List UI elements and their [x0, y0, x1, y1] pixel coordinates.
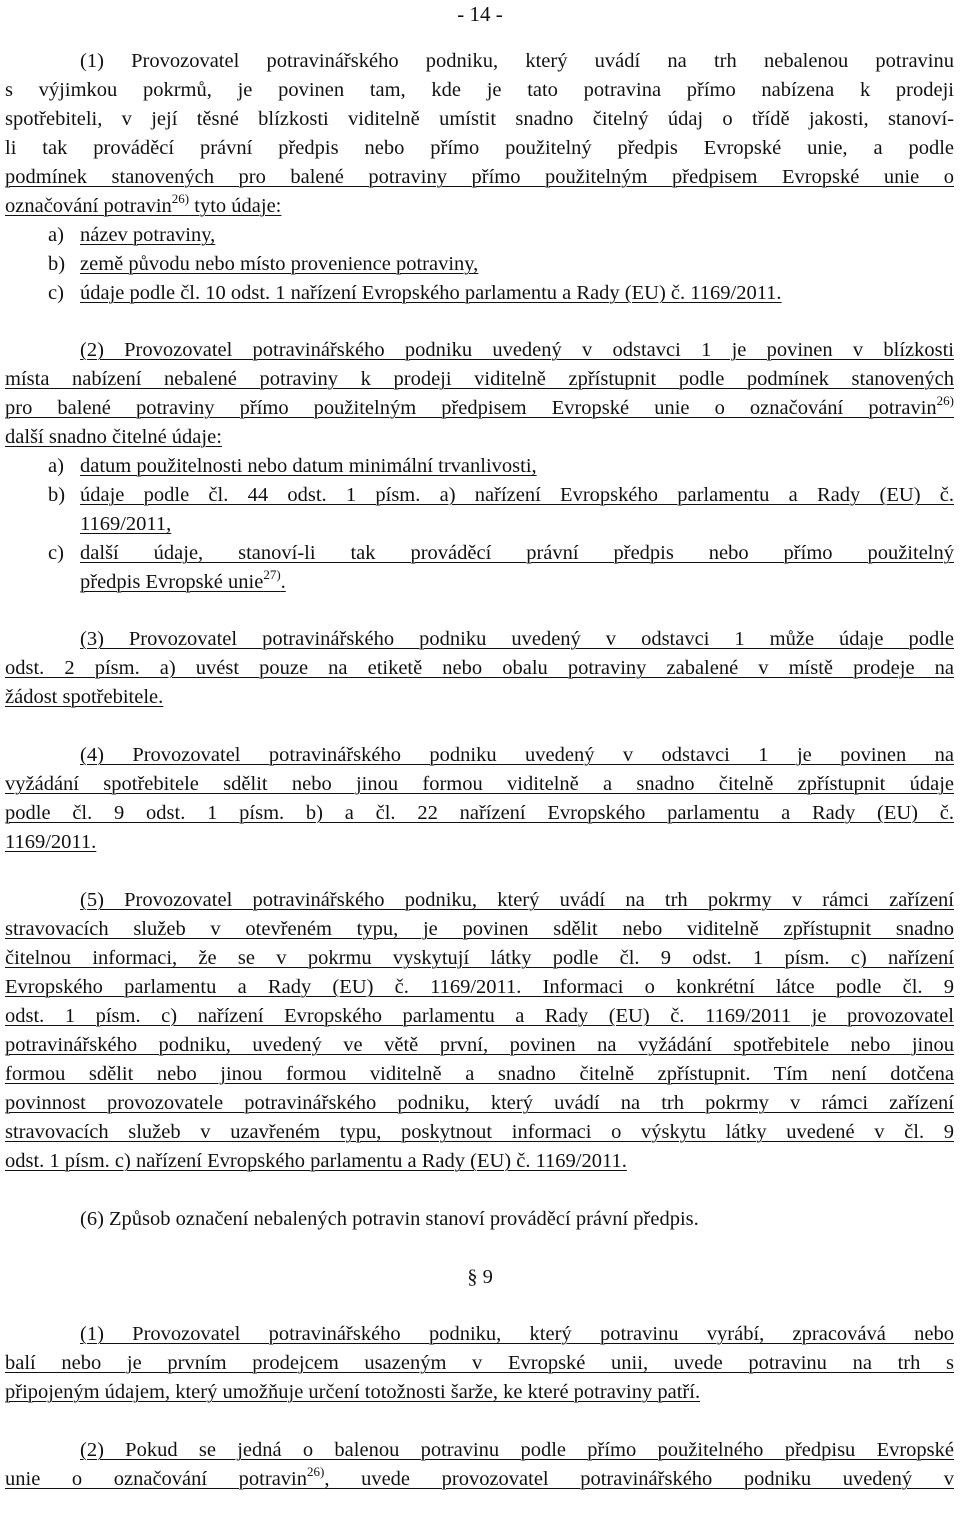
paragraph-6: (6) Způsob označení nebalených potravin stanoví prováděcí právní předpis. — [80, 1208, 699, 1230]
text-line: balí nebo je prvním prodejcem usazeným v Evropské unii, uvede potravinu na trh s — [5, 1352, 954, 1374]
text-line: (3) Provozovatel potravinářského podniku uvedený v odstavci 1 může údaje podle — [80, 628, 954, 650]
text-line: stravovacích služeb v uzavřeném typu, poskytnout informaci o výskytu látky uvedené v čl. 9 — [5, 1121, 954, 1143]
text-line: připojeným údajem, který umožňuje určení totožnosti šarže, ke které potraviny patří. — [5, 1381, 701, 1403]
list-label: b) — [48, 484, 66, 506]
footnote-ref: 26) — [307, 1464, 325, 1479]
footnote-ref: 26) — [936, 393, 954, 408]
list-label: c) — [48, 542, 64, 564]
section-heading: § 9 — [467, 1266, 493, 1288]
text-line: (1) Provozovatel potravinářského podniku, který potravinu vyrábí, zpracovává nebo — [80, 1323, 954, 1345]
text-line: (2) Provozovatel potravinářského podniku uvedený v odstavci 1 je povinen v blízkosti — [80, 339, 954, 361]
text-line: odst. 2 písm. a) uvést pouze na etiketě nebo obalu potraviny zabalené v místě prodeje na — [5, 657, 954, 679]
text-fragment: označování potravin — [5, 195, 172, 217]
list-label: a) — [48, 455, 64, 477]
list-item-text: datum použitelnosti nebo datum minimální trvanlivosti, — [80, 455, 537, 477]
list-label: b) — [48, 253, 66, 275]
text-line: další snadno čitelné údaje: — [5, 426, 222, 448]
text-line — [5, 1466, 954, 1493]
text-fragment: předpis Evropské unie — [80, 571, 264, 593]
text-line: podle čl. 9 odst. 1 písm. b) a čl. 22 nařízení Evropského parlamentu a Rady (EU) č. — [5, 802, 954, 824]
list-item-text: země původu nebo místo provenience potraviny, — [80, 253, 479, 275]
list-item-text: údaje podle čl. 44 odst. 1 písm. a) nařízení Evropského parlamentu a Rady (EU) č. — [80, 484, 954, 506]
list-item-text: údaje podle čl. 10 odst. 1 nařízení Evropského parlamentu a Rady (EU) č. 1169/2011. — [80, 282, 782, 304]
text-line — [5, 395, 954, 422]
text-line: stravovacích služeb v otevřeném typu, je povinen sdělit nebo viditelně zpřístupnit snadno — [5, 918, 954, 940]
text-fragment: unie o označování potravin — [5, 1468, 307, 1490]
list-item-text — [80, 569, 286, 596]
text-line: povinnost provozovatele potravinářského podniku, který uvádí na trh pokrmy v rámci zařízení — [5, 1092, 954, 1114]
text-line: žádost spotřebitele. — [5, 686, 164, 708]
text-fragment: pro balené potraviny přímo použitelným předpisem Evropské unie o označování potravin — [5, 397, 937, 419]
text-line: vyžádání spotřebitele sdělit nebo jinou formou viditelně a snadno čitelně zpřístupnit údaje — [5, 773, 954, 795]
list-label: a) — [48, 224, 64, 246]
text-fragment: . — [280, 571, 286, 593]
footnote-ref: 26) — [171, 191, 190, 206]
text-line: (2) Pokud se jedná o balenou potravinu podle přímo použitelného předpisu Evropské — [80, 1439, 954, 1461]
text-line: (1) Provozovatel potravinářského podniku, který uvádí na trh nebalenou potravinu — [80, 50, 954, 72]
text-line: Evropského parlamentu a Rady (EU) č. 1169/2011. Informaci o konkrétní látce podle čl. 9 — [5, 976, 954, 998]
list-item-text: název potraviny, — [80, 224, 216, 246]
text-line: (4) Provozovatel potravinářského podniku uvedený v odstavci 1 je povinen na — [80, 744, 954, 766]
list-item-text: další údaje, stanoví-li tak prováděcí právní předpis nebo přímo použitelný — [80, 542, 954, 564]
text-line: 1169/2011. — [5, 831, 97, 853]
page-number: - 14 - — [457, 2, 503, 26]
text-line: s výjimkou pokrmů, je povinen tam, kde je tato potravina přímo nabízena k prodeji — [5, 79, 954, 101]
list-label: c) — [48, 282, 64, 304]
text-line: čitelnou informaci, že se v pokrmu vyskytují látky podle čl. 9 odst. 1 písm. c) nařízení — [5, 947, 954, 969]
text-line: (5) Provozovatel potravinářského podniku, který uvádí na trh pokrmy v rámci zařízení — [80, 889, 954, 911]
text-fragment: tyto údaje: — [189, 195, 282, 217]
text-line: formou sdělit nebo jinou formou viditelně a snadno čitelně zpřístupnit. Tím není dotčena — [5, 1063, 954, 1085]
text-fragment: , uvede provozovatel potravinářského podniku uvedený v — [324, 1468, 954, 1490]
text-line: podmínek stanovených pro balené potraviny přímo použitelným předpisem Evropské unie o — [5, 166, 954, 188]
text-line: potravinářského podniku, uvedený ve větě první, povinen na vyžádání spotřebitele nebo jinou — [5, 1034, 954, 1056]
text-line — [5, 193, 281, 220]
text-line: místa nabízení nebalené potraviny k prodeji viditelně zpřístupnit podle podmínek stanovených — [5, 368, 954, 390]
text-line: li tak prováděcí právní předpis nebo přímo použitelný předpis Evropské unie, a podle — [5, 137, 954, 159]
list-item-text: 1169/2011, — [80, 513, 172, 535]
text-line: odst. 1 písm. c) nařízení Evropského parlamentu a Rady (EU) č. 1169/2011 je provozovatel — [5, 1005, 954, 1027]
text-line: spotřebiteli, v její těsné blízkosti viditelně umístit snadno čitelný údaj o třídě jakosti, stanoví- — [5, 108, 954, 130]
footnote-ref: 27) — [263, 567, 281, 582]
text-line: odst. 1 písm. c) nařízení Evropského parlamentu a Rady (EU) č. 1169/2011. — [5, 1150, 627, 1172]
